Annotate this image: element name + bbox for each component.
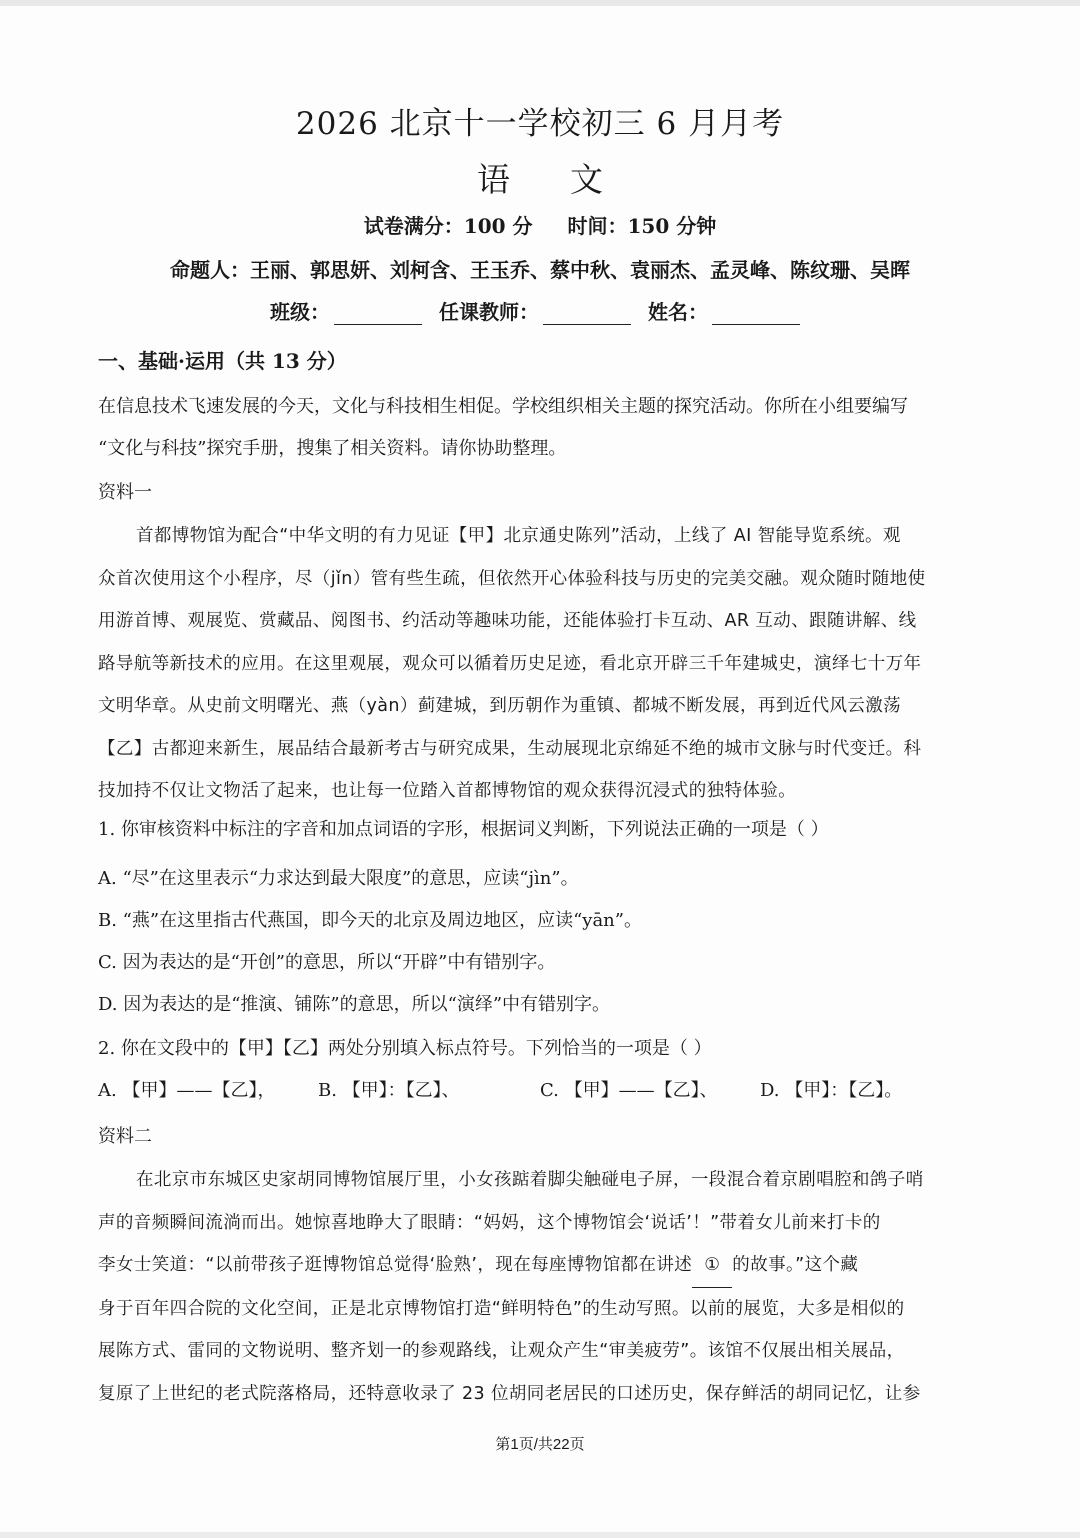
subject-title: 语文: [477, 160, 663, 199]
q1-option-c[interactable]: C. 因为表达的是“开创”的意思，所以“开辟”中有错别字。: [98, 952, 556, 973]
name-blank[interactable]: [712, 304, 800, 325]
name-label: 姓名：: [647, 300, 708, 324]
material2-line: 身于百年四合院的文化空间，正是北京博物馆打造“鲜明特色”的生动写照。以前的展览，大多是相似的: [98, 1298, 905, 1319]
class-label: 班级：: [270, 300, 331, 324]
q2-option-a[interactable]: A. 【甲】——【乙】，: [98, 1080, 276, 1101]
full-score: 试卷满分：100 分: [363, 214, 533, 238]
material2-line: [98, 1244, 978, 1288]
material2-label: 资料二: [98, 1126, 152, 1147]
q1-option-a[interactable]: A. “尽”在这里表示“力求达到最大限度”的意思，应读“jìn”。: [98, 868, 579, 889]
q2-stem: 2. 你在文段中的【甲】【乙】两处分别填入标点符号。下列恰当的一项是（ ）: [98, 1038, 712, 1059]
material1-line: 【乙】古都迎来新生，展品结合最新考古与研究成果，生动展现北京绵延不绝的城市文脉与时代变迁。科: [98, 738, 922, 759]
q2-option-d[interactable]: D. 【甲】：【乙】。: [760, 1080, 903, 1101]
teacher-label: 任课教师：: [439, 300, 539, 324]
teacher-blank[interactable]: [543, 304, 631, 325]
material1-line: 众首次使用这个小程序，尽（jǐn）管有些生疏，但依然开心体验科技与历史的完美交融。观众随时随地使: [98, 568, 926, 589]
q2-option-c[interactable]: C. 【甲】——【乙】、: [540, 1080, 718, 1101]
page-number: 第1页/共22页: [495, 1436, 585, 1453]
q1-stem: 1. 你审核资料中标注的字音和加点词语的字形，根据词义判断，下列说法正确的一项是（ ）: [98, 819, 829, 840]
intro-paragraph: [98, 386, 978, 470]
student-info-line: [0, 296, 1080, 325]
exam-time: 时间：150 分钟: [567, 214, 717, 238]
class-blank[interactable]: [334, 304, 422, 325]
exam-title: 2026 北京十一学校初三 6 月月考: [295, 106, 785, 142]
bottom-edge: [0, 1532, 1080, 1538]
material2-line: 声的音频瞬间流淌而出。她惊喜地睁大了眼睛：“妈妈，这个博物馆会‘说话’！”带着女儿前来打卡的: [98, 1212, 881, 1233]
material1-text: [98, 515, 978, 813]
q1-option-b[interactable]: B. “燕”在这里指古代燕国，即今天的北京及周边地区，应读“yān”。: [98, 910, 642, 931]
material2-line: 展陈方式、雷同的文物说明、整齐划一的参观路线，让观众产生“审美疲劳”。该馆不仅展出相关展品，: [98, 1341, 905, 1361]
material2-text-before: 李女士笑道：“以前带孩子逛博物馆总觉得‘脸熟’，现在每座博物馆都在讲述: [98, 1255, 693, 1275]
section-heading: 一、基础·运用（共 13 分）: [98, 349, 347, 373]
intro-line: 在信息技术飞速发展的今天，文化与科技相生相促。学校组织相关主题的探究活动。你所在小组要编写: [98, 396, 908, 417]
material1-line: 技加持不仅让文物活了起来，也让每一位踏入首都博物馆的观众获得沉浸式的独特体验。: [98, 781, 797, 801]
material2-text-after: 的故事。”这个藏: [732, 1255, 859, 1275]
q2-option-b[interactable]: B. 【甲】：【乙】、: [318, 1080, 460, 1101]
exam-meta: [0, 210, 1080, 239]
top-edge: [0, 0, 1080, 6]
material1-label: 资料一: [98, 482, 152, 503]
material1-line: 首都博物馆为配合“中华文明的有力见证【甲】北京通史陈列”活动，上线了 AI 智能导览系统。观: [136, 526, 901, 546]
material2-line: 在北京市东城区史家胡同博物馆展厅里，小女孩踮着脚尖触碰电子屏，一段混合着京剧唱腔和鸽子哨: [136, 1170, 924, 1190]
material2-text: [98, 1159, 978, 1415]
material1-line: 路导航等新技术的应用。在这里观展，观众可以循着历史足迹，看北京开辟三千年建城史，演绎七十万年: [98, 653, 922, 674]
q1-option-d[interactable]: D. 因为表达的是“推演、铺陈”的意思，所以“演绎”中有错别字。: [98, 994, 611, 1015]
material1-line: 用游首博、观展览、赏藏品、阅图书、约活动等趣味功能，还能体验打卡互动、AR 互动、跟随讲解、线: [98, 611, 917, 631]
material1-line: 文明华章。从史前文明曙光、燕（yàn）蓟建城，到历朝作为重镇、都城不断发展，再到近代风云激荡: [98, 696, 902, 716]
intro-line: “文化与科技”探究手册，搜集了相关资料。请你协助整理。: [98, 438, 567, 459]
exam-authors: 命题人：王丽、郭思妍、刘柯含、王玉乔、蔡中秋、袁丽杰、孟灵峰、陈纹珊、吴晖: [170, 258, 910, 282]
material2-line: 复原了上世纪的老式院落格局，还特意收录了 23 位胡同老居民的口述历史，保存鲜活的胡同记忆，让参: [98, 1383, 921, 1404]
fill-blank-1[interactable]: ①: [692, 1244, 732, 1288]
